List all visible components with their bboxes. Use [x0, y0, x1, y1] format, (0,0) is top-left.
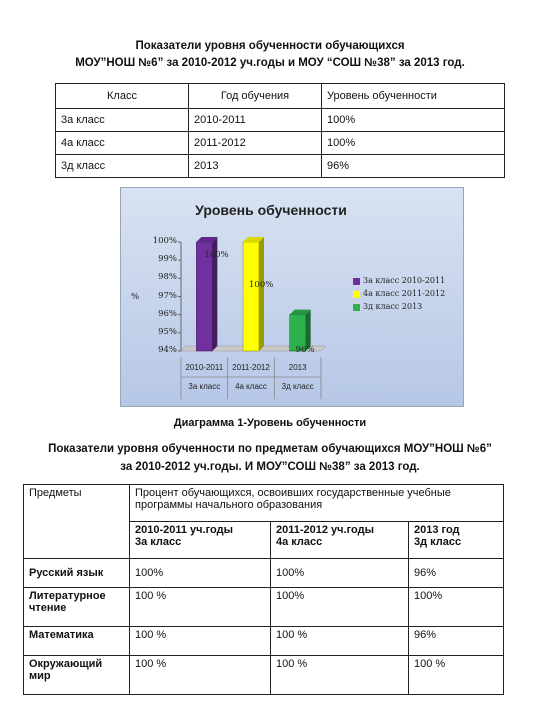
- x-category-year: 2013: [288, 363, 307, 372]
- table-cell: 96%: [322, 155, 505, 178]
- legend-swatch: [353, 278, 360, 285]
- y-tick-label: 100%: [152, 236, 177, 246]
- header-class: Класс: [56, 84, 189, 109]
- summary-table: [55, 83, 505, 178]
- table-cell: 100 %: [271, 627, 409, 656]
- header-level: Уровень обученности: [322, 84, 505, 109]
- subheader-class: 4а класс: [276, 536, 323, 548]
- legend-item: [353, 302, 445, 315]
- table-cell: 2011-2012: [189, 132, 322, 155]
- x-category-class: 4а класс: [235, 382, 267, 391]
- table-row: [24, 627, 504, 656]
- table-cell: 100 %: [130, 656, 271, 695]
- subject-name: Русский язык: [24, 559, 130, 588]
- y-tick-label: 94%: [158, 345, 177, 355]
- legend-label: 3а класс 2010-2011: [363, 276, 446, 285]
- data-label: 100%: [204, 250, 229, 260]
- y-tick-label: 97%: [158, 290, 177, 301]
- x-category-class: 3а класс: [188, 382, 221, 391]
- subject-name: Математика: [24, 627, 130, 656]
- table-cell: 100%: [271, 559, 409, 588]
- table-cell: 3а класс: [56, 109, 189, 132]
- chart-area: [120, 187, 464, 407]
- subject-heading-line-2: за 2010-2012 уч.годы. И МОУ”СОШ №38” за 2013 год.: [120, 461, 420, 473]
- subheader-class: 3а класс: [135, 536, 182, 548]
- subheader-cell: [130, 522, 271, 559]
- table-cell: 3д класс: [56, 155, 189, 178]
- chart-caption: Диаграмма 1-Уровень обученности: [173, 417, 367, 429]
- heading-line-2: МОУ”НОШ №6” за 2010-2012 уч.годы и МОУ “СОШ №38” за 2013 год.: [75, 57, 465, 69]
- legend-item: [353, 289, 445, 302]
- y-tick-label: 99%: [158, 254, 177, 265]
- x-category-class: 3д класс: [281, 382, 314, 391]
- y-tick-label: 98%: [158, 272, 177, 283]
- heading-line-1: Показатели уровня обученности обучающихся: [135, 40, 405, 52]
- table-header-row: [24, 485, 504, 522]
- table-row: [56, 155, 505, 178]
- table-cell: 100%: [322, 132, 505, 155]
- x-category-year: 2011-2012: [232, 363, 270, 372]
- table-cell: 100%: [271, 588, 409, 627]
- table-cell: 2013: [189, 155, 322, 178]
- table-row: [24, 559, 504, 588]
- subject-name: Окружающий мир: [24, 656, 130, 695]
- legend-swatch: [353, 291, 360, 298]
- chart-legend: [353, 276, 445, 315]
- legend-swatch: [353, 304, 360, 311]
- subject-name: Литературное чтение: [24, 588, 130, 627]
- legend-label: 4а класс 2011-2012: [363, 289, 446, 298]
- table-row: [56, 109, 505, 132]
- subheader-class: 3д класс: [414, 536, 462, 548]
- table-cell: 100 %: [130, 627, 271, 656]
- subheader-year: 2013 год: [414, 524, 460, 536]
- legend-item: [353, 276, 445, 289]
- subheader-year: 2011-2012 уч.годы: [276, 524, 375, 536]
- data-label: 96%: [295, 345, 315, 355]
- table-row: [24, 588, 504, 627]
- subject-heading-line-1: Показатели уровня обученности по предметам обучающихся МОУ”НОШ №6”: [48, 443, 492, 455]
- table-row: [56, 132, 505, 155]
- header-subjects: Предметы: [24, 485, 130, 559]
- y-tick-label: 95%: [158, 326, 177, 337]
- table-cell: 4а класс: [56, 132, 189, 155]
- y-axis-title: %: [131, 292, 140, 302]
- legend-label: 3д класс 2013: [363, 302, 423, 311]
- table-cell: 100 %: [130, 588, 271, 627]
- table-cell: 100%: [322, 109, 505, 132]
- subheader-cell: [271, 522, 409, 559]
- subjects-table: [23, 484, 504, 695]
- table-cell: 2010-2011: [189, 109, 322, 132]
- bar-front: [243, 242, 259, 351]
- table-cell: 96%: [409, 627, 504, 656]
- subheader-cell: [409, 522, 504, 559]
- data-label: 100%: [249, 280, 274, 290]
- table-header-row: [56, 84, 505, 109]
- table-cell: 100%: [130, 559, 271, 588]
- header-year: Год обучения: [189, 84, 322, 109]
- table-cell: 100 %: [271, 656, 409, 695]
- chart-title: Уровень обученности: [195, 202, 347, 218]
- table-cell: 100 %: [409, 656, 504, 695]
- y-tick-label: 96%: [158, 308, 177, 319]
- table-cell: 96%: [409, 559, 504, 588]
- x-category-year: 2010-2011: [185, 363, 224, 372]
- header-percent: Процент обучающихся, освоивших государственные учебные программы начального образования: [130, 485, 504, 522]
- table-cell: 100%: [409, 588, 504, 627]
- table-row: [24, 656, 504, 695]
- subheader-year: 2010-2011 уч.годы: [135, 524, 234, 536]
- bar-side: [259, 237, 264, 351]
